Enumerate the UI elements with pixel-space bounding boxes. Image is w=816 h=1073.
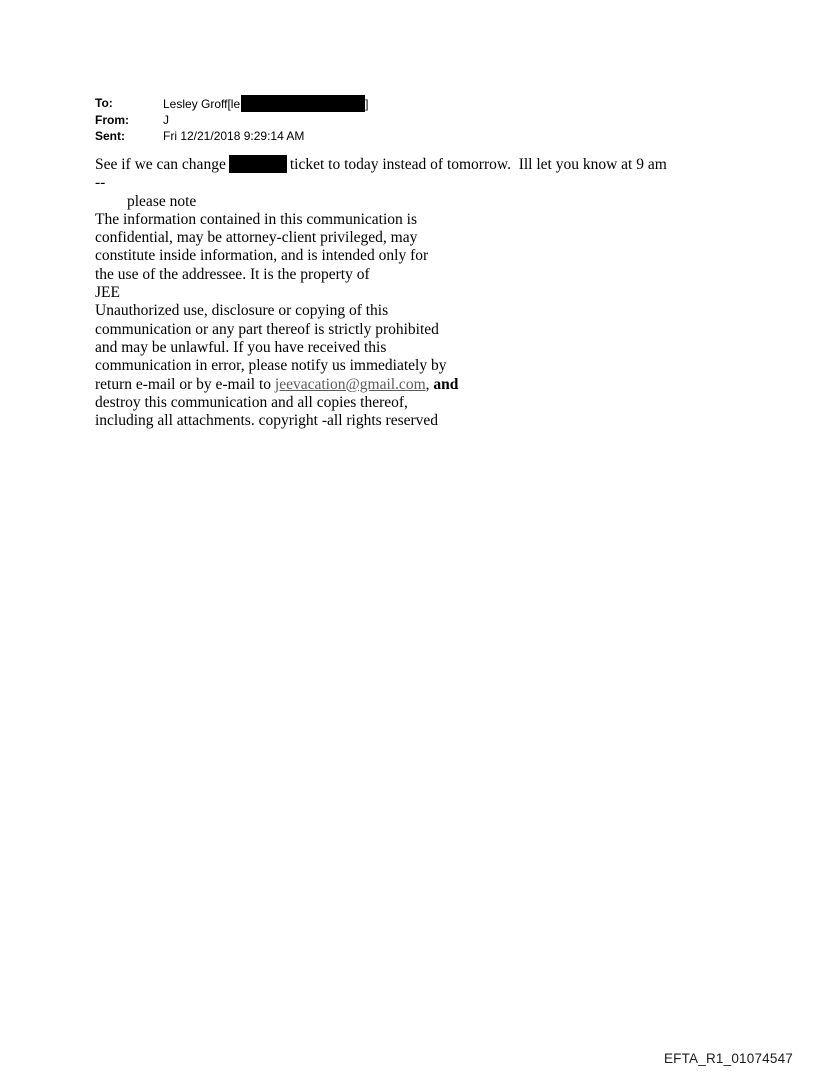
sent-value: Fri 12/21/2018 9:29:14 AM [163, 129, 305, 143]
sent-label: Sent: [95, 129, 125, 143]
please-note-line: please note [127, 192, 197, 210]
link-line-bold-word: and [433, 375, 459, 393]
disclaimer-line: constitute inside information, and is intended only for [95, 247, 429, 265]
disclaimer-link-line [95, 376, 667, 394]
header-row-from [95, 112, 369, 128]
link-line-prefix: return e-mail or by e-mail to [95, 375, 275, 393]
body-line-1-suffix: ticket to today instead of tomorrow. Ill let you know at 9 am [289, 156, 667, 173]
email-header [95, 95, 369, 144]
redaction-bar-body [229, 155, 287, 173]
link-line-comma: , [425, 375, 434, 393]
bates-number: EFTA_R1_01074547 [663, 1051, 793, 1066]
disclaimer-line: and may be unlawful. If you have received this [95, 338, 387, 356]
disclaimer-line: destroy this communication and all copies thereof, [95, 393, 408, 411]
body-line-1-prefix: See if we can change [95, 156, 226, 173]
disclaimer-line: JEE [95, 284, 120, 302]
email-address-link[interactable]: jeevacation@gmail.com [274, 375, 426, 393]
redaction-bar-to [241, 95, 365, 112]
disclaimer-line: including all attachments. copyright -all rights reserved [95, 412, 439, 430]
to-value-text: Lesley Groff[le [163, 97, 241, 111]
header-row-to [95, 95, 369, 112]
header-row-sent [95, 128, 369, 144]
to-value-bracket: ] [365, 97, 369, 111]
from-value: J [163, 113, 169, 127]
disclaimer-line: communication or any part thereof is strictly prohibited [95, 320, 439, 338]
to-label: To: [95, 96, 113, 110]
body-line-1 [95, 155, 667, 174]
email-body [95, 155, 667, 430]
disclaimer-line: confidential, may be attorney-client privileged, may [95, 229, 418, 247]
to-value [163, 95, 369, 112]
disclaimer-line: the use of the addressee. It is the property of [95, 265, 370, 283]
disclaimer-line: Unauthorized use, disclosure or copying of this [95, 302, 389, 320]
disclaimer-line: communication in error, please notify us immediately by [95, 357, 447, 375]
from-label: From: [95, 113, 129, 127]
disclaimer-line: The information contained in this communication is [95, 210, 417, 228]
signature-divider: -- [95, 174, 106, 192]
